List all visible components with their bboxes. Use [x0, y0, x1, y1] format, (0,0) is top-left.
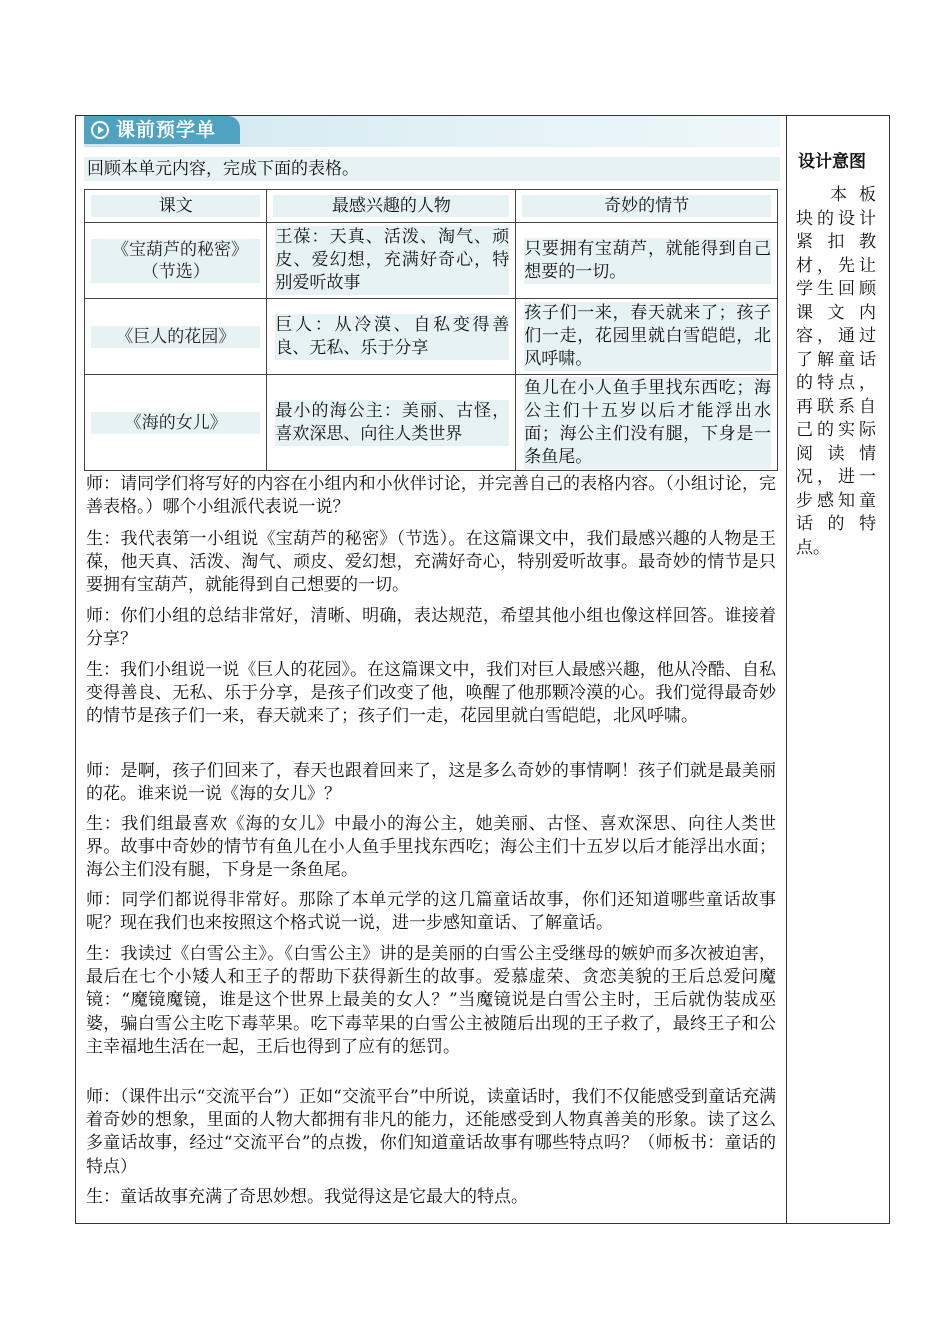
header-cell-character: 最感兴趣的人物 — [267, 190, 516, 223]
design-intent-body: 本板块的设计紧扣教材，先让学生回顾课文内容，通过了解童话的特点，再联系自己的实际阅读情况，进一步感知童话的特点。 — [796, 185, 876, 558]
header-cell-text: 课文 — [85, 190, 267, 223]
table-header-row — [85, 190, 778, 223]
table-row — [85, 375, 778, 471]
dialogue-paragraph: 师：你们小组的总结非常好，清晰、明确，表达规范，希望其他小组也像这样回答。谁接着分享？ — [86, 606, 776, 650]
section-title: 课前预学单 — [116, 119, 217, 141]
row-text: 《宝葫芦的秘密》（节选） — [85, 223, 267, 299]
column-divider — [786, 115, 787, 1224]
play-icon — [91, 121, 109, 139]
dialogue-paragraph: 师：（课件出示“交流平台”）正如“交流平台”中所说，读童话时，我们不仅能感受到童话充满着奇妙的想象，里面的人物大都拥有非凡的能力，还能感受到人物真善美的形象。读了这么多童话故事，经过“交流平台”的点拨，你们知道童话故事有哪些特点吗？（师板书：童话的特点） — [86, 1087, 776, 1177]
dialogue-paragraph: 生：我代表第一小组说《宝葫芦的秘密》（节选）。在这篇课文中，我们最感兴趣的人物是王葆，他天真、活泼、淘气、顽皮、爱幻想，充满好奇心，特别爱听故事。最奇妙的情节是只要拥有宝葫芦，就能得到自己想要的一切。 — [86, 529, 776, 596]
dialogue-paragraph: 师：请同学们将写好的内容在小组内和小伙伴讨论，并完善自己的表格内容。（小组讨论，完善表格。）哪个小组派代表说一说？ — [86, 474, 776, 518]
table-row — [85, 299, 778, 375]
dialogue-paragraph: 生：我读过《白雪公主》。《白雪公主》讲的是美丽的白雪公主受继母的嫉妒而多次被迫害，最后在七个小矮人和王子的帮助下获得新生的故事。爱慕虚荣、贪恋美貌的王后总爱问魔镜：“魔镜魔镜，谁是这个世界上最美的女人？”当魔镜说是白雪公主时，王后就伪装成巫婆，骗白雪公主吃下毒苹果。吃下毒苹果的白雪公主被随后出现的王子救了，最终王子和公主幸福地生活在一起，王后也得到了应有的惩罚。 — [86, 944, 776, 1057]
dialogue-paragraph: 生：我们小组说一说《巨人的花园》。在这篇课文中，我们对巨人最感兴趣，他从冷酷、自私变得善良、无私、乐于分享，是孩子们改变了他，唤醒了他那颗冷漠的心。我们觉得最奇妙的情节是孩子们一来，春天就来了；孩子们一走，花园里就白雪皑皑，北风呼啸。 — [86, 660, 776, 727]
header-cell-plot: 奇妙的情节 — [516, 190, 778, 223]
row-text: 《海的女儿》 — [85, 375, 267, 471]
row-plot: 孩子们一来，春天就来了；孩子们一走，花园里就白雪皑皑，北风呼啸。 — [516, 299, 778, 375]
table-row — [85, 223, 778, 299]
row-character: 巨人：从冷漠、自私变得善良、无私、乐于分享 — [267, 299, 516, 375]
row-character: 王葆：天真、活泼、淘气、顽皮、爱幻想，充满好奇心，特别爱听故事 — [267, 223, 516, 299]
dialogue-paragraph: 师：同学们都说得非常好。那除了本单元学的这几篇童话故事，你们还知道哪些童话故事呢？现在我们也来按照这个格式说一说，进一步感知童话、了解童话。 — [86, 890, 776, 934]
row-character: 最小的海公主：美丽、古怪，喜欢深思、向往人类世界 — [267, 375, 516, 471]
dialogue-paragraph: 生：我们组最喜欢《海的女儿》中最小的海公主，她美丽、古怪、喜欢深思、向往人类世界。故事中奇妙的情节有鱼儿在小人鱼手里找东西吃；海公主们十五岁以后才能浮出水面；海公主们没有腿，下身是一条鱼尾。 — [86, 814, 776, 881]
design-intent-title: 设计意图 — [798, 152, 866, 172]
design-intent-panel — [796, 150, 876, 560]
dialogue-paragraph: 师：是啊，孩子们回来了，春天也跟着回来了，这是多么奇妙的事情啊！孩子们就是最美丽的花。谁来说一说《海的女儿》？ — [86, 761, 776, 805]
dialogue-paragraph: 生：童话故事充满了奇思妙想。我觉得这是它最大的特点。 — [86, 1187, 528, 1207]
review-table — [84, 189, 778, 471]
row-text: 《巨人的花园》 — [85, 299, 267, 375]
intro-text: 回顾本单元内容，完成下面的表格。 — [84, 157, 780, 181]
row-plot: 鱼儿在小人鱼手里找东西吃；海公主们十五岁以后才能浮出水面；海公主们没有腿，下身是一条鱼尾。 — [516, 375, 778, 471]
row-plot: 只要拥有宝葫芦，就能得到自己想要的一切。 — [516, 223, 778, 299]
section-tab — [84, 116, 240, 144]
